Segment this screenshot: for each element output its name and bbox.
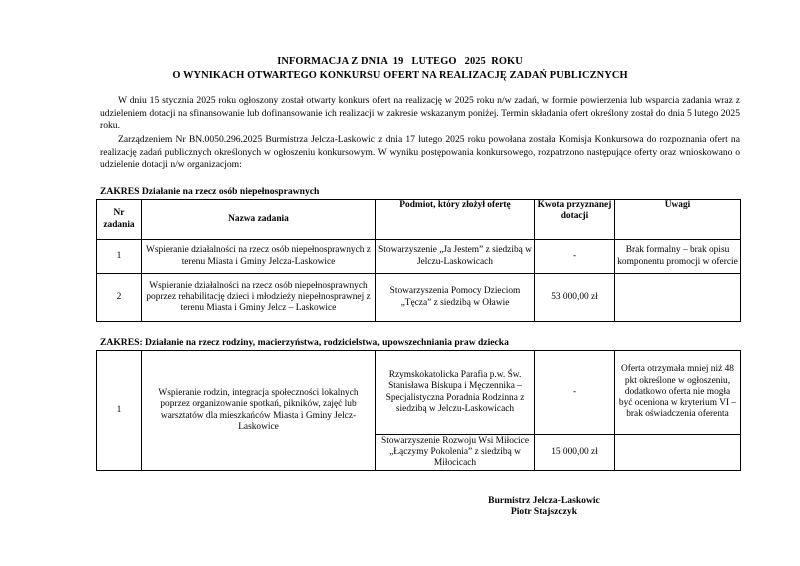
table-row	[97, 240, 741, 274]
table-row	[97, 274, 741, 322]
document-title-line2: O WYNIKACH OTWARTEGO KONKURSU OFERT NA REALIZACJĘ ZADAŃ PUBLICZNYCH	[172, 70, 628, 81]
header-notes: Uwagi	[615, 200, 741, 240]
cell-notes	[615, 435, 741, 471]
results-table-disabled	[96, 199, 741, 322]
signature-role: Burmistrz Jelcza-Laskowic	[488, 495, 600, 506]
cell-task-name: Wspieranie działalności na rzecz osób niepełnosprawnych z terenu Miasta i Gminy Jelcza-Laskowice	[142, 240, 376, 274]
cell-entity: Stowarzyszenie „Ja Jestem” z siedzibą w Jelczu-Laskowicach	[376, 240, 535, 274]
section-title-family: ZAKRES: Działanie na rzecz rodziny, macierzyństwa, rodzicielstwa, upowszechniania praw dziecka	[100, 337, 509, 348]
cell-amount: 53 000,00 zł	[535, 274, 615, 322]
cell-notes: Brak formalny – brak opisu komponentu promocji w ofercie	[615, 240, 741, 274]
cell-task-name: Wspieranie rodzin, integracja społeczności lokalnych poprzez organizowanie spotkań, pikników, zajęć lub warsztatów dla mieszkańców Miasta i Gminy Jelcz-Laskowice	[142, 351, 376, 471]
signature-block	[474, 495, 614, 518]
header-entity: Podmiot, który złożył ofertę	[376, 200, 535, 240]
cell-nr: 1	[97, 240, 142, 274]
paragraph-announcement: W dniu 15 stycznia 2025 roku ogłoszony został otwarty konkurs ofert na realizację w 2025 roku n/w zadań, w formie powierzenia lub wsparcia zadania wraz z udzieleniem dotacji na sfinansowanie lub dofinansowanie ich realizacji w zakresie wskazanym poniżej. Termin składania ofert określony został do dnia 5 lutego 2025 roku.	[100, 95, 740, 132]
table-row	[97, 351, 741, 435]
document-title-line1: INFORMACJA Z DNIA 19 LUTEGO 2025 ROKU	[277, 56, 523, 67]
cell-amount: -	[535, 351, 615, 435]
header-task-name: Nazwa zadania	[142, 200, 376, 240]
header-nr: Nr zadania	[97, 200, 142, 240]
cell-amount: 15 000,00 zł	[535, 435, 615, 471]
header-amount: Kwota przyznanej dotacji	[535, 200, 615, 240]
cell-nr: 1	[97, 351, 142, 471]
cell-entity: Stowarzyszenia Pomocy Dzieciom „Tęcza” z siedzibą w Oławie	[376, 274, 535, 322]
cell-nr: 2	[97, 274, 142, 322]
cell-notes: Oferta otrzymała mniej niż 48 pkt określone w ogłoszeniu, dodatkowo oferta nie mogła być oceniona w kryterium VI – brak oświadczenia oferenta	[615, 351, 741, 435]
paragraph-commission: Zarządzeniem Nr BN.0050.296.2025 Burmistrza Jelcza-Laskowic z dnia 17 lutego 2025 roku powołana została Komisja Konkursowa do rozpoznania ofert na realizację zadań publicznych określonych w ogłoszeniu konkursowym. W wyniku postępowania konkursowego, rozpatrzono następujące oferty oraz wnioskowano o udzielenie dotacji n/w organizacjom:	[100, 134, 740, 171]
cell-entity: Stowarzyszenie Rozwoju Wsi Miłocice „Łączymy Pokolenia” z siedzibą w Miłocicach	[376, 435, 535, 471]
signature-name: Piotr Stajszczyk	[510, 506, 578, 518]
table-header-row	[97, 200, 741, 240]
results-table-family	[96, 350, 741, 471]
cell-notes	[615, 274, 741, 322]
section-title-disabled: ZAKRES Działanie na rzecz osób niepełnosprawnych	[100, 186, 320, 197]
cell-amount: -	[535, 240, 615, 274]
cell-entity: Rzymskokatolicka Parafia p.w. Św. Stanisława Biskupa i Męczennika – Specjalistyczna Poradnia Rodzinna z siedzibą w Jelczu-Laskowicach	[376, 351, 535, 435]
cell-task-name: Wspieranie działalności na rzecz osób niepełnosprawnych poprzez rehabilitację dzieci i młodzieży niepełnosprawnej z terenu Miasta i Gminy Jelcz – Laskowice	[142, 274, 376, 322]
